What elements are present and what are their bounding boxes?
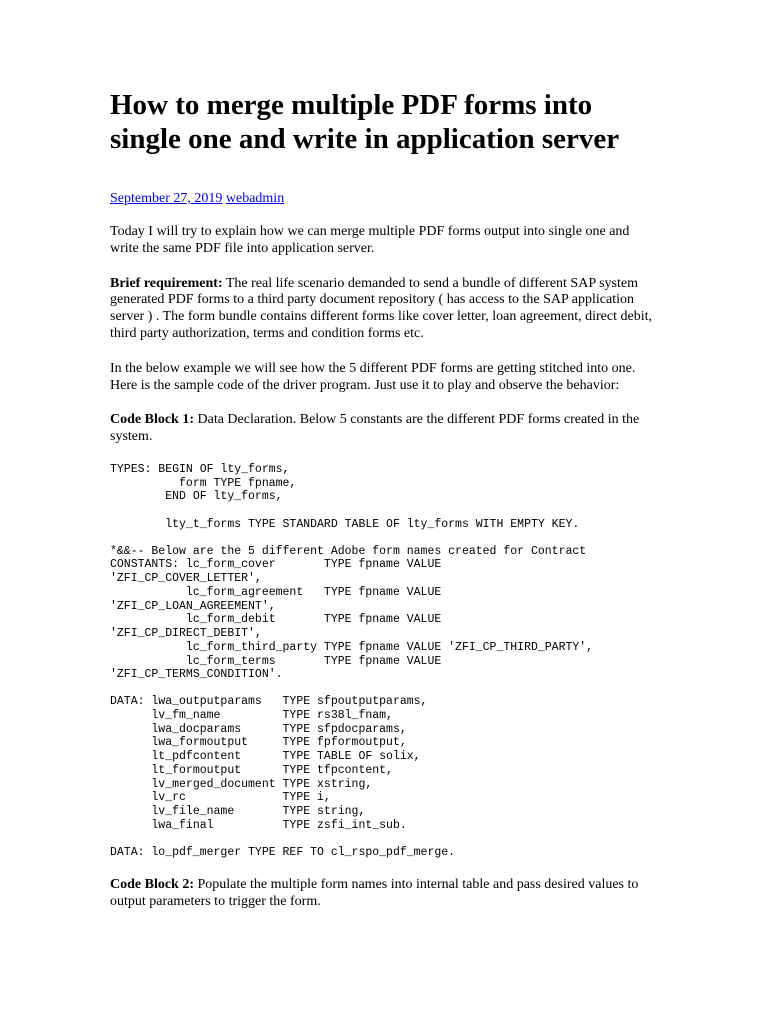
- code-data-declaration: DATA: lwa_outputparams TYPE sfpoutputparams, lv_fm_name TYPE rs38l_fnam, lwa_docparams TYPE sfpdocparams, lwa_formoutput TYPE fpformoutput, lt_pdfcontent TYPE TABLE OF solix, lt_formoutput TYPE tfpcontent, lv_merged_document TYPE xstring, lv_rc TYPE i, lv_file_name TYPE string, lwa_final TYPE zsfi_int_sub.: [110, 695, 428, 832]
- post-date-link[interactable]: September 27, 2019: [110, 191, 223, 206]
- code-block-2-label: Code Block 2:: [110, 877, 194, 893]
- author-link[interactable]: webadmin: [225, 191, 285, 206]
- code-block-2-heading: [110, 877, 655, 911]
- code-block-1-label: Code Block 1:: [110, 412, 194, 428]
- brief-requirement-paragraph: [110, 276, 655, 343]
- code-block-2-text: Populate the multiple form names into internal table and pass desired values to output parameters to trigger the form.: [110, 877, 639, 910]
- code-merger-declaration: DATA: lo_pdf_merger TYPE REF TO cl_rspo_pdf_merge.: [110, 845, 456, 859]
- code-block-1-heading: [110, 412, 655, 446]
- brief-requirement-text: The real life scenario demanded to send a bundle of different SAP system generated PDF forms to a third party document repository ( has access to the SAP application server ) . The form bundle contains different forms like cover letter, loan agreement, direct debit, third party authorization, terms and condition forms etc.: [110, 275, 652, 341]
- example-paragraph: In the below example we will see how the 5 different PDF forms are getting stitched into one. Here is the sample code of the driver program. Just use it to play and observe the behavior:: [110, 360, 636, 393]
- code-constants-declaration: *&&-- Below are the 5 different Adobe form names created for Contract CONSTANTS: lc_form_cover TYPE fpname VALUE 'ZFI_CP_COVER_LETTER', lc_form_agreement TYPE fpname VALUE 'ZFI_CP_LOAN_AGREEMENT', lc_form_debit TYPE fpname VALUE 'ZFI_CP_DIRECT_DEBIT', lc_form_third_party TYPE fpname VALUE 'ZFI_CP_THIRD_PARTY', lc_form_terms TYPE fpname VALUE 'ZFI_CP_TERMS_CONDITION'.: [110, 544, 594, 682]
- code-spacer: [110, 504, 768, 518]
- code-block-1-text: Data Declaration. Below 5 constants are the different PDF forms created in the system.: [110, 412, 640, 445]
- intro-paragraph: Today I will try to explain how we can merge multiple PDF forms output into single one and write the same PDF file into application server.: [110, 224, 630, 256]
- post-meta: [110, 190, 768, 207]
- code-types-declaration: TYPES: BEGIN OF lty_forms, form TYPE fpname, END OF lty_forms,: [110, 462, 297, 504]
- brief-requirement-label: Brief requirement:: [110, 275, 223, 291]
- article-title: How to merge multiple PDF forms into single one and write in application server: [110, 89, 620, 155]
- code-table-type-declaration: lty_t_forms TYPE STANDARD TABLE OF lty_forms WITH EMPTY KEY.: [110, 517, 580, 531]
